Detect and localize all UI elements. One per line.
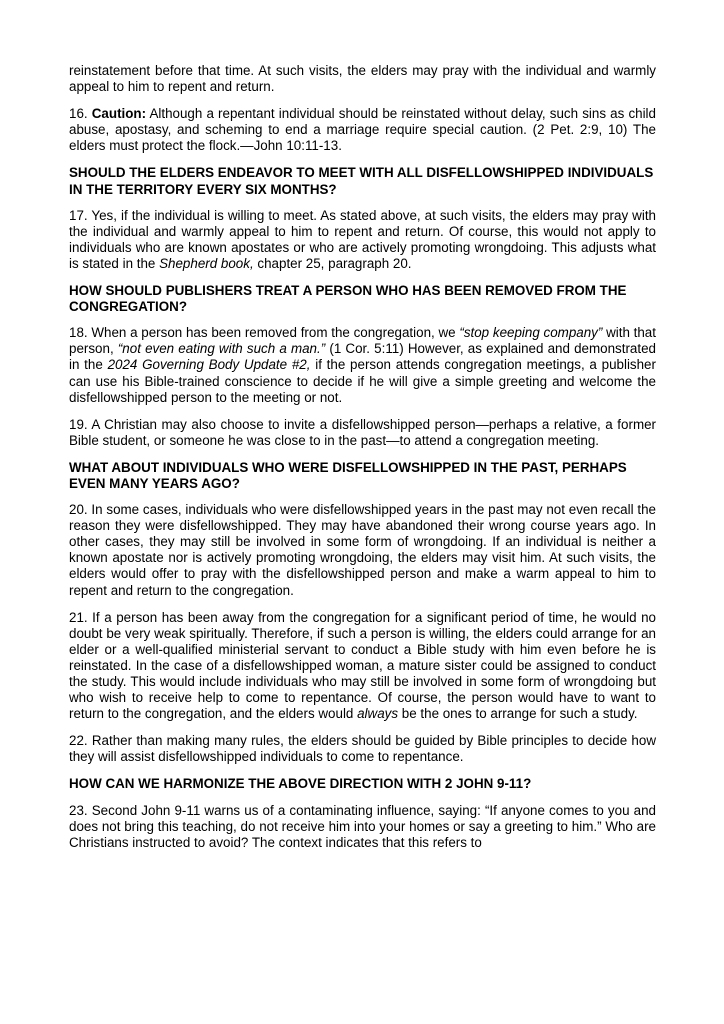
- paragraph-18-text-b: with that person,: [69, 325, 656, 357]
- paragraph-21-text: 21. If a person has been away from the congregation for a significant period of time, he would no doubt be very weak spiritually. Therefore, if such a person is willing, the elders could arrange for an elder or a well-qualified ministerial servant to conduct a Bible study with him even before he is reinstated. In the case of a disfellowshipped woman, a mature sister could be assigned to conduct the study. This would include individuals who may still be involved in some form of wrongdoing but who wish to receive help to come to repentance. Of course, the person would have to want to return to the congregation, and the elders would: [69, 609, 656, 722]
- paragraph-intro: [69, 63, 656, 95]
- paragraph-19-text: 19. A Christian may also choose to invite a disfellowshipped person—perhaps a relative, a former Bible student, or someone he was close to in the past—to attend a congregation meeting.: [69, 416, 656, 448]
- paragraph-20-text: 20. In some cases, individuals who were disfellowshipped years in the past may not even recall the reason they were disfellowshipped. They may have abandoned their wrong course years ago. In other cases, they may still be involved in some form of wrongdoing. If an individual is neither a known apostate nor is actively promoting wrongdoing, the elders may visit him. At such visits, the elders would offer to pray with the disfellowshipped person and make a warm appeal to him to repent and return to the congregation.: [69, 502, 656, 598]
- paragraph-17: [69, 208, 656, 272]
- paragraph-21-end: be the ones to arrange for such a study.: [401, 706, 638, 722]
- paragraph-19: [69, 417, 656, 449]
- paragraph-18-text-a: 18. When a person has been removed from the congregation, we: [69, 325, 456, 341]
- paragraph-18: [69, 325, 656, 405]
- paragraph-16-text: Although a repentant individual should be reinstated without delay, such sins as child abuse, apostasy, and scheming to end a marriage require special caution. (2 Pet. 2:9, 10) The elders must protect the flock.—John 10:11-13.: [69, 106, 656, 154]
- always-emphasis: always: [357, 706, 399, 722]
- heading-publishers: HOW SHOULD PUBLISHERS TREAT A PERSON WHO HAS BEEN REMOVED FROM THE CONGREGATION?: [69, 283, 627, 315]
- paragraph-23: [69, 803, 656, 851]
- heading-2-john: HOW CAN WE HARMONIZE THE ABOVE DIRECTION WITH 2 JOHN 9-11?: [69, 776, 532, 792]
- quote-stop-keeping-company: “stop keeping company”: [459, 325, 603, 341]
- heading-six-months: SHOULD THE ELDERS ENDEAVOR TO MEET WITH ALL DISFELLOWSHIPPED INDIVIDUALS IN THE TERRITORY EVERY SIX MONTHS?: [69, 165, 654, 197]
- paragraph-18-text-c: (1 Cor. 5:11) However, as explained and demonstrated in the: [69, 341, 656, 373]
- quote-not-even-eating: “not even eating with such a man.”: [117, 341, 326, 357]
- paragraph-21: [69, 610, 656, 723]
- paragraph-17-ref: chapter 25, paragraph 20.: [257, 255, 412, 271]
- paragraph-16: [69, 106, 656, 154]
- paragraph-17-text: 17. Yes, if the individual is willing to meet. As stated above, at such visits, the elders may pray with the individual and warmly appeal to him to repent and return. Of course, this would not apply to individuals who are known apostates or who are actively promoting wrongdoing. This adjusts what is stated in the: [69, 207, 656, 271]
- paragraph-22-text: 22. Rather than making many rules, the elders should be guided by Bible principles to decide how they will assist disfellowshipped individuals to come to repentance.: [69, 733, 656, 765]
- document-page: [69, 63, 656, 862]
- heading-past-individuals: WHAT ABOUT INDIVIDUALS WHO WERE DISFELLOWSHIPPED IN THE PAST, PERHAPS EVEN MANY YEARS AGO?: [69, 459, 627, 491]
- shepherd-book-title: Shepherd: [159, 255, 218, 271]
- governing-body-update-ref: 2024 Governing Body Update #2,: [107, 357, 311, 373]
- paragraph-22: [69, 733, 656, 765]
- intro-text: reinstatement before that time. At such visits, the elders may pray with the individual and warmly appeal to him to repent and return.: [69, 63, 656, 95]
- paragraph-number: 16.: [69, 106, 88, 122]
- paragraph-20: [69, 502, 656, 599]
- caution-label: Caution:: [91, 106, 147, 122]
- paragraph-23-text: 23. Second John 9-11 warns us of a contaminating influence, saying: “If anyone comes to you and does not bring this teaching, do not receive him into your homes or say a greeting to him.” Who are Christians instructed to avoid? The context indicates that this refers to: [69, 802, 656, 850]
- shepherd-book-word: book,: [220, 255, 254, 271]
- paragraph-18-text-d: if the person attends congregation meetings, a publisher can use his Bible-trained conscience to decide if he will give a simple greeting and welcome the disfellowshipped person to the meeting or not.: [69, 357, 656, 405]
